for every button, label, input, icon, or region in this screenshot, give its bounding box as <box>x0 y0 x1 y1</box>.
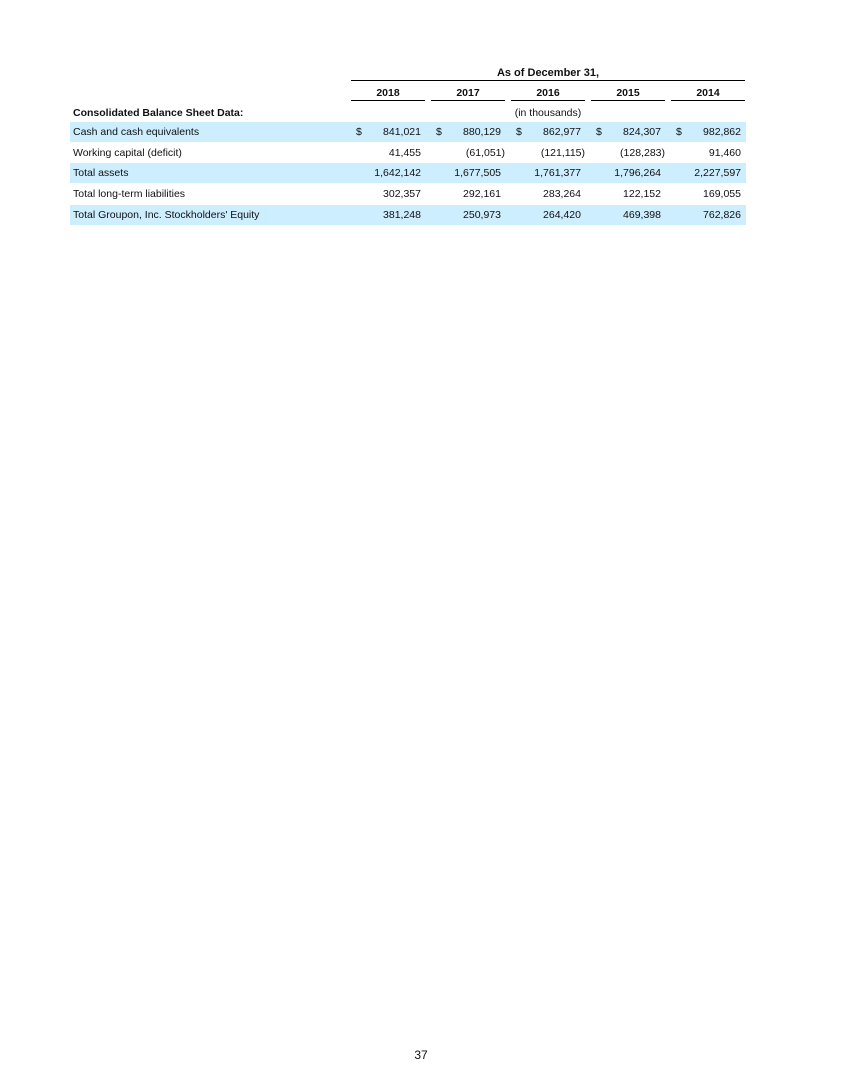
units-label: (in thousands) <box>514 107 582 119</box>
row-label: Cash and cash equivalents <box>73 126 200 138</box>
year-rule <box>671 100 745 101</box>
currency-symbol: $ <box>676 126 682 138</box>
table-heading: As of December 31, <box>496 67 600 79</box>
cell-2014: 982,862 <box>703 126 741 138</box>
cell-2018: 1,642,142 <box>374 167 421 179</box>
currency-symbol: $ <box>596 126 602 138</box>
cell-2017: (61,051) <box>465 147 505 159</box>
cell-2015: (128,283) <box>620 147 665 159</box>
section-label: Consolidated Balance Sheet Data: <box>73 107 244 119</box>
cell-2018: 41,455 <box>388 147 421 159</box>
row-label: Working capital (deficit) <box>73 147 182 159</box>
page-number: 37 <box>414 1048 428 1062</box>
year-header-2014: 2014 <box>696 87 720 99</box>
year-rule <box>431 100 505 101</box>
table-row <box>70 143 746 163</box>
year-header-2016: 2016 <box>536 87 560 99</box>
cell-2017: 292,161 <box>463 188 501 200</box>
year-rule <box>591 100 665 101</box>
cell-2014: 762,826 <box>703 209 741 221</box>
cell-2018: 381,248 <box>383 209 421 221</box>
cell-2017: 250,973 <box>463 209 501 221</box>
year-rule <box>511 100 585 101</box>
cell-2016: 283,264 <box>543 188 581 200</box>
row-label: Total Groupon, Inc. Stockholders' Equity <box>73 209 260 221</box>
row-label: Total long-term liabilities <box>73 188 186 200</box>
cell-2017: 1,677,505 <box>454 167 501 179</box>
cell-2015: 1,796,264 <box>614 167 661 179</box>
cell-2014: 169,055 <box>703 188 741 200</box>
currency-symbol: $ <box>436 126 442 138</box>
cell-2015: 824,307 <box>623 126 661 138</box>
year-header-2018: 2018 <box>376 87 400 99</box>
cell-2016: 862,977 <box>543 126 581 138</box>
cell-2015: 122,152 <box>623 188 661 200</box>
cell-2017: 880,129 <box>463 126 501 138</box>
table-row <box>70 122 746 142</box>
table-row <box>70 163 746 183</box>
currency-symbol: $ <box>356 126 362 138</box>
table-row <box>70 205 746 225</box>
table-row <box>70 184 746 204</box>
row-label: Total assets <box>73 167 129 179</box>
heading-rule <box>351 80 745 81</box>
cell-2016: 1,761,377 <box>534 167 581 179</box>
year-header-2015: 2015 <box>616 87 640 99</box>
cell-2014: 2,227,597 <box>694 167 741 179</box>
currency-symbol: $ <box>516 126 522 138</box>
cell-2018: 841,021 <box>383 126 421 138</box>
cell-2015: 469,398 <box>623 209 661 221</box>
cell-2016: 264,420 <box>543 209 581 221</box>
cell-2018: 302,357 <box>383 188 421 200</box>
year-rule <box>351 100 425 101</box>
year-header-2017: 2017 <box>456 87 480 99</box>
cell-2014: 91,460 <box>708 147 741 159</box>
cell-2016: (121,115) <box>540 147 585 159</box>
